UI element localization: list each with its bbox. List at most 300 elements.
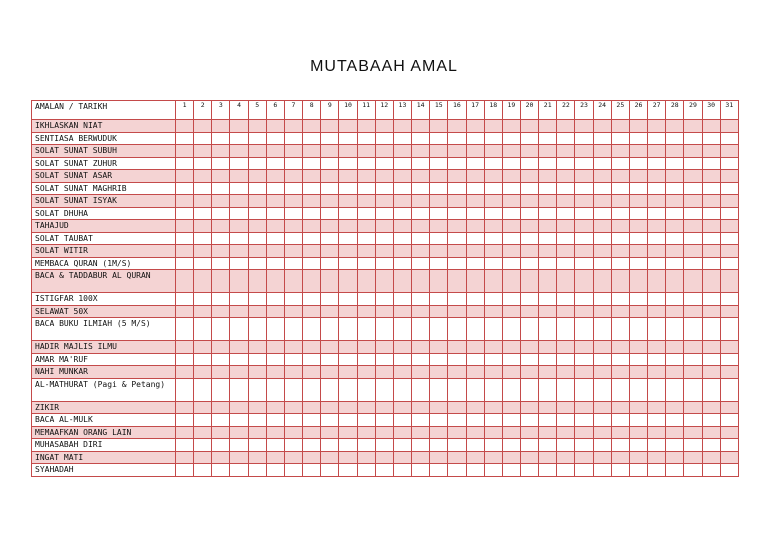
check-cell[interactable] (430, 464, 448, 477)
check-cell[interactable] (484, 270, 502, 293)
check-cell[interactable] (520, 401, 538, 414)
check-cell[interactable] (575, 220, 593, 233)
check-cell[interactable] (339, 401, 357, 414)
check-cell[interactable] (248, 451, 266, 464)
check-cell[interactable] (539, 464, 557, 477)
check-cell[interactable] (339, 353, 357, 366)
check-cell[interactable] (176, 305, 194, 318)
check-cell[interactable] (176, 120, 194, 133)
check-cell[interactable] (502, 220, 520, 233)
check-cell[interactable] (448, 426, 466, 439)
check-cell[interactable] (484, 257, 502, 270)
check-cell[interactable] (611, 157, 629, 170)
check-cell[interactable] (666, 157, 684, 170)
check-cell[interactable] (212, 366, 230, 379)
check-cell[interactable] (520, 232, 538, 245)
check-cell[interactable] (466, 220, 484, 233)
check-cell[interactable] (339, 439, 357, 452)
check-cell[interactable] (393, 157, 411, 170)
check-cell[interactable] (194, 439, 212, 452)
check-cell[interactable] (702, 132, 720, 145)
check-cell[interactable] (684, 451, 702, 464)
check-cell[interactable] (303, 464, 321, 477)
check-cell[interactable] (393, 341, 411, 354)
check-cell[interactable] (339, 207, 357, 220)
check-cell[interactable] (176, 451, 194, 464)
check-cell[interactable] (176, 464, 194, 477)
check-cell[interactable] (194, 353, 212, 366)
check-cell[interactable] (575, 257, 593, 270)
check-cell[interactable] (629, 451, 647, 464)
check-cell[interactable] (375, 426, 393, 439)
check-cell[interactable] (357, 293, 375, 306)
check-cell[interactable] (448, 157, 466, 170)
check-cell[interactable] (412, 182, 430, 195)
check-cell[interactable] (575, 207, 593, 220)
check-cell[interactable] (484, 195, 502, 208)
check-cell[interactable] (666, 195, 684, 208)
check-cell[interactable] (720, 318, 738, 341)
check-cell[interactable] (303, 220, 321, 233)
check-cell[interactable] (466, 207, 484, 220)
check-cell[interactable] (303, 120, 321, 133)
check-cell[interactable] (357, 170, 375, 183)
check-cell[interactable] (666, 426, 684, 439)
check-cell[interactable] (557, 293, 575, 306)
check-cell[interactable] (448, 401, 466, 414)
check-cell[interactable] (684, 353, 702, 366)
check-cell[interactable] (629, 182, 647, 195)
check-cell[interactable] (466, 341, 484, 354)
check-cell[interactable] (393, 305, 411, 318)
check-cell[interactable] (702, 318, 720, 341)
check-cell[interactable] (266, 378, 284, 401)
check-cell[interactable] (339, 414, 357, 427)
check-cell[interactable] (393, 366, 411, 379)
check-cell[interactable] (248, 157, 266, 170)
check-cell[interactable] (375, 132, 393, 145)
check-cell[interactable] (684, 257, 702, 270)
check-cell[interactable] (357, 207, 375, 220)
check-cell[interactable] (212, 145, 230, 158)
check-cell[interactable] (593, 341, 611, 354)
check-cell[interactable] (448, 170, 466, 183)
check-cell[interactable] (720, 170, 738, 183)
check-cell[interactable] (502, 207, 520, 220)
check-cell[interactable] (466, 120, 484, 133)
check-cell[interactable] (266, 120, 284, 133)
check-cell[interactable] (539, 366, 557, 379)
check-cell[interactable] (321, 157, 339, 170)
check-cell[interactable] (557, 220, 575, 233)
check-cell[interactable] (212, 318, 230, 341)
check-cell[interactable] (593, 207, 611, 220)
check-cell[interactable] (212, 451, 230, 464)
check-cell[interactable] (484, 157, 502, 170)
check-cell[interactable] (611, 451, 629, 464)
check-cell[interactable] (430, 414, 448, 427)
check-cell[interactable] (284, 182, 302, 195)
check-cell[interactable] (502, 270, 520, 293)
check-cell[interactable] (284, 120, 302, 133)
check-cell[interactable] (684, 170, 702, 183)
check-cell[interactable] (593, 401, 611, 414)
check-cell[interactable] (194, 182, 212, 195)
check-cell[interactable] (339, 318, 357, 341)
check-cell[interactable] (520, 220, 538, 233)
check-cell[interactable] (593, 439, 611, 452)
check-cell[interactable] (430, 195, 448, 208)
check-cell[interactable] (648, 341, 666, 354)
check-cell[interactable] (502, 401, 520, 414)
check-cell[interactable] (375, 145, 393, 158)
check-cell[interactable] (502, 182, 520, 195)
check-cell[interactable] (212, 401, 230, 414)
check-cell[interactable] (684, 145, 702, 158)
check-cell[interactable] (266, 232, 284, 245)
check-cell[interactable] (266, 195, 284, 208)
check-cell[interactable] (357, 451, 375, 464)
check-cell[interactable] (303, 366, 321, 379)
check-cell[interactable] (593, 366, 611, 379)
check-cell[interactable] (629, 341, 647, 354)
check-cell[interactable] (176, 378, 194, 401)
check-cell[interactable] (430, 232, 448, 245)
check-cell[interactable] (575, 293, 593, 306)
check-cell[interactable] (176, 318, 194, 341)
check-cell[interactable] (466, 378, 484, 401)
check-cell[interactable] (520, 145, 538, 158)
check-cell[interactable] (520, 245, 538, 258)
check-cell[interactable] (321, 464, 339, 477)
check-cell[interactable] (303, 378, 321, 401)
check-cell[interactable] (375, 270, 393, 293)
check-cell[interactable] (648, 257, 666, 270)
check-cell[interactable] (557, 439, 575, 452)
check-cell[interactable] (648, 195, 666, 208)
check-cell[interactable] (321, 257, 339, 270)
check-cell[interactable] (248, 232, 266, 245)
check-cell[interactable] (284, 293, 302, 306)
check-cell[interactable] (484, 341, 502, 354)
check-cell[interactable] (502, 132, 520, 145)
check-cell[interactable] (230, 305, 248, 318)
check-cell[interactable] (448, 318, 466, 341)
check-cell[interactable] (357, 132, 375, 145)
check-cell[interactable] (412, 220, 430, 233)
check-cell[interactable] (321, 366, 339, 379)
check-cell[interactable] (357, 305, 375, 318)
check-cell[interactable] (321, 145, 339, 158)
check-cell[interactable] (357, 341, 375, 354)
check-cell[interactable] (303, 401, 321, 414)
check-cell[interactable] (520, 426, 538, 439)
check-cell[interactable] (375, 182, 393, 195)
check-cell[interactable] (484, 245, 502, 258)
check-cell[interactable] (629, 464, 647, 477)
check-cell[interactable] (648, 426, 666, 439)
check-cell[interactable] (629, 157, 647, 170)
check-cell[interactable] (230, 270, 248, 293)
check-cell[interactable] (648, 293, 666, 306)
check-cell[interactable] (393, 353, 411, 366)
check-cell[interactable] (466, 318, 484, 341)
check-cell[interactable] (466, 439, 484, 452)
check-cell[interactable] (303, 170, 321, 183)
check-cell[interactable] (230, 157, 248, 170)
check-cell[interactable] (412, 257, 430, 270)
check-cell[interactable] (430, 132, 448, 145)
check-cell[interactable] (412, 207, 430, 220)
check-cell[interactable] (502, 305, 520, 318)
check-cell[interactable] (339, 293, 357, 306)
check-cell[interactable] (339, 451, 357, 464)
check-cell[interactable] (629, 378, 647, 401)
check-cell[interactable] (720, 353, 738, 366)
check-cell[interactable] (212, 464, 230, 477)
check-cell[interactable] (448, 220, 466, 233)
check-cell[interactable] (303, 451, 321, 464)
check-cell[interactable] (212, 257, 230, 270)
check-cell[interactable] (502, 378, 520, 401)
check-cell[interactable] (593, 353, 611, 366)
check-cell[interactable] (176, 220, 194, 233)
check-cell[interactable] (321, 341, 339, 354)
check-cell[interactable] (212, 182, 230, 195)
check-cell[interactable] (484, 170, 502, 183)
check-cell[interactable] (684, 132, 702, 145)
check-cell[interactable] (375, 464, 393, 477)
check-cell[interactable] (194, 426, 212, 439)
check-cell[interactable] (666, 414, 684, 427)
check-cell[interactable] (557, 120, 575, 133)
check-cell[interactable] (194, 318, 212, 341)
check-cell[interactable] (230, 426, 248, 439)
check-cell[interactable] (176, 132, 194, 145)
check-cell[interactable] (648, 270, 666, 293)
check-cell[interactable] (303, 318, 321, 341)
check-cell[interactable] (375, 353, 393, 366)
check-cell[interactable] (375, 439, 393, 452)
check-cell[interactable] (520, 366, 538, 379)
check-cell[interactable] (520, 439, 538, 452)
check-cell[interactable] (339, 270, 357, 293)
check-cell[interactable] (575, 414, 593, 427)
check-cell[interactable] (539, 170, 557, 183)
check-cell[interactable] (593, 157, 611, 170)
check-cell[interactable] (357, 232, 375, 245)
check-cell[interactable] (629, 132, 647, 145)
check-cell[interactable] (212, 341, 230, 354)
check-cell[interactable] (448, 464, 466, 477)
check-cell[interactable] (593, 426, 611, 439)
check-cell[interactable] (720, 378, 738, 401)
check-cell[interactable] (466, 305, 484, 318)
check-cell[interactable] (502, 426, 520, 439)
check-cell[interactable] (321, 451, 339, 464)
check-cell[interactable] (339, 426, 357, 439)
check-cell[interactable] (520, 451, 538, 464)
check-cell[interactable] (357, 257, 375, 270)
check-cell[interactable] (430, 170, 448, 183)
check-cell[interactable] (666, 293, 684, 306)
check-cell[interactable] (539, 353, 557, 366)
check-cell[interactable] (212, 232, 230, 245)
check-cell[interactable] (448, 293, 466, 306)
check-cell[interactable] (557, 378, 575, 401)
check-cell[interactable] (539, 341, 557, 354)
check-cell[interactable] (230, 451, 248, 464)
check-cell[interactable] (375, 378, 393, 401)
check-cell[interactable] (611, 120, 629, 133)
check-cell[interactable] (248, 439, 266, 452)
check-cell[interactable] (412, 426, 430, 439)
check-cell[interactable] (393, 195, 411, 208)
check-cell[interactable] (557, 232, 575, 245)
check-cell[interactable] (176, 401, 194, 414)
check-cell[interactable] (375, 451, 393, 464)
check-cell[interactable] (502, 293, 520, 306)
check-cell[interactable] (720, 245, 738, 258)
check-cell[interactable] (593, 451, 611, 464)
check-cell[interactable] (412, 145, 430, 158)
check-cell[interactable] (702, 245, 720, 258)
check-cell[interactable] (284, 366, 302, 379)
check-cell[interactable] (720, 439, 738, 452)
check-cell[interactable] (648, 401, 666, 414)
check-cell[interactable] (266, 439, 284, 452)
check-cell[interactable] (575, 182, 593, 195)
check-cell[interactable] (321, 170, 339, 183)
check-cell[interactable] (230, 182, 248, 195)
check-cell[interactable] (702, 220, 720, 233)
check-cell[interactable] (303, 341, 321, 354)
check-cell[interactable] (321, 414, 339, 427)
check-cell[interactable] (448, 257, 466, 270)
check-cell[interactable] (593, 170, 611, 183)
check-cell[interactable] (448, 451, 466, 464)
check-cell[interactable] (430, 426, 448, 439)
check-cell[interactable] (684, 120, 702, 133)
check-cell[interactable] (212, 353, 230, 366)
check-cell[interactable] (303, 207, 321, 220)
check-cell[interactable] (194, 464, 212, 477)
check-cell[interactable] (520, 120, 538, 133)
check-cell[interactable] (557, 245, 575, 258)
check-cell[interactable] (357, 366, 375, 379)
check-cell[interactable] (629, 220, 647, 233)
check-cell[interactable] (466, 451, 484, 464)
check-cell[interactable] (484, 451, 502, 464)
check-cell[interactable] (266, 366, 284, 379)
check-cell[interactable] (393, 145, 411, 158)
check-cell[interactable] (212, 220, 230, 233)
check-cell[interactable] (339, 157, 357, 170)
check-cell[interactable] (484, 439, 502, 452)
check-cell[interactable] (303, 245, 321, 258)
check-cell[interactable] (430, 220, 448, 233)
check-cell[interactable] (430, 145, 448, 158)
check-cell[interactable] (357, 439, 375, 452)
check-cell[interactable] (412, 120, 430, 133)
check-cell[interactable] (720, 195, 738, 208)
check-cell[interactable] (448, 195, 466, 208)
check-cell[interactable] (266, 318, 284, 341)
check-cell[interactable] (212, 439, 230, 452)
check-cell[interactable] (593, 120, 611, 133)
check-cell[interactable] (357, 195, 375, 208)
check-cell[interactable] (520, 195, 538, 208)
check-cell[interactable] (702, 157, 720, 170)
check-cell[interactable] (539, 132, 557, 145)
check-cell[interactable] (357, 426, 375, 439)
check-cell[interactable] (575, 451, 593, 464)
check-cell[interactable] (539, 207, 557, 220)
check-cell[interactable] (666, 401, 684, 414)
check-cell[interactable] (248, 293, 266, 306)
check-cell[interactable] (611, 293, 629, 306)
check-cell[interactable] (321, 378, 339, 401)
check-cell[interactable] (484, 182, 502, 195)
check-cell[interactable] (702, 401, 720, 414)
check-cell[interactable] (720, 157, 738, 170)
check-cell[interactable] (720, 341, 738, 354)
check-cell[interactable] (611, 232, 629, 245)
check-cell[interactable] (666, 353, 684, 366)
check-cell[interactable] (611, 270, 629, 293)
check-cell[interactable] (321, 220, 339, 233)
check-cell[interactable] (303, 257, 321, 270)
check-cell[interactable] (593, 145, 611, 158)
check-cell[interactable] (520, 318, 538, 341)
check-cell[interactable] (266, 157, 284, 170)
check-cell[interactable] (375, 305, 393, 318)
check-cell[interactable] (593, 378, 611, 401)
check-cell[interactable] (666, 182, 684, 195)
check-cell[interactable] (194, 132, 212, 145)
check-cell[interactable] (393, 414, 411, 427)
check-cell[interactable] (266, 245, 284, 258)
check-cell[interactable] (212, 120, 230, 133)
check-cell[interactable] (176, 293, 194, 306)
check-cell[interactable] (303, 157, 321, 170)
check-cell[interactable] (466, 353, 484, 366)
check-cell[interactable] (230, 232, 248, 245)
check-cell[interactable] (629, 270, 647, 293)
check-cell[interactable] (448, 414, 466, 427)
check-cell[interactable] (520, 341, 538, 354)
check-cell[interactable] (575, 145, 593, 158)
check-cell[interactable] (248, 195, 266, 208)
check-cell[interactable] (375, 245, 393, 258)
check-cell[interactable] (393, 451, 411, 464)
check-cell[interactable] (248, 426, 266, 439)
check-cell[interactable] (339, 464, 357, 477)
check-cell[interactable] (466, 257, 484, 270)
check-cell[interactable] (666, 120, 684, 133)
check-cell[interactable] (484, 318, 502, 341)
check-cell[interactable] (375, 366, 393, 379)
check-cell[interactable] (611, 220, 629, 233)
check-cell[interactable] (412, 451, 430, 464)
check-cell[interactable] (266, 220, 284, 233)
check-cell[interactable] (611, 414, 629, 427)
check-cell[interactable] (629, 439, 647, 452)
check-cell[interactable] (648, 120, 666, 133)
check-cell[interactable] (321, 293, 339, 306)
check-cell[interactable] (448, 207, 466, 220)
check-cell[interactable] (593, 182, 611, 195)
